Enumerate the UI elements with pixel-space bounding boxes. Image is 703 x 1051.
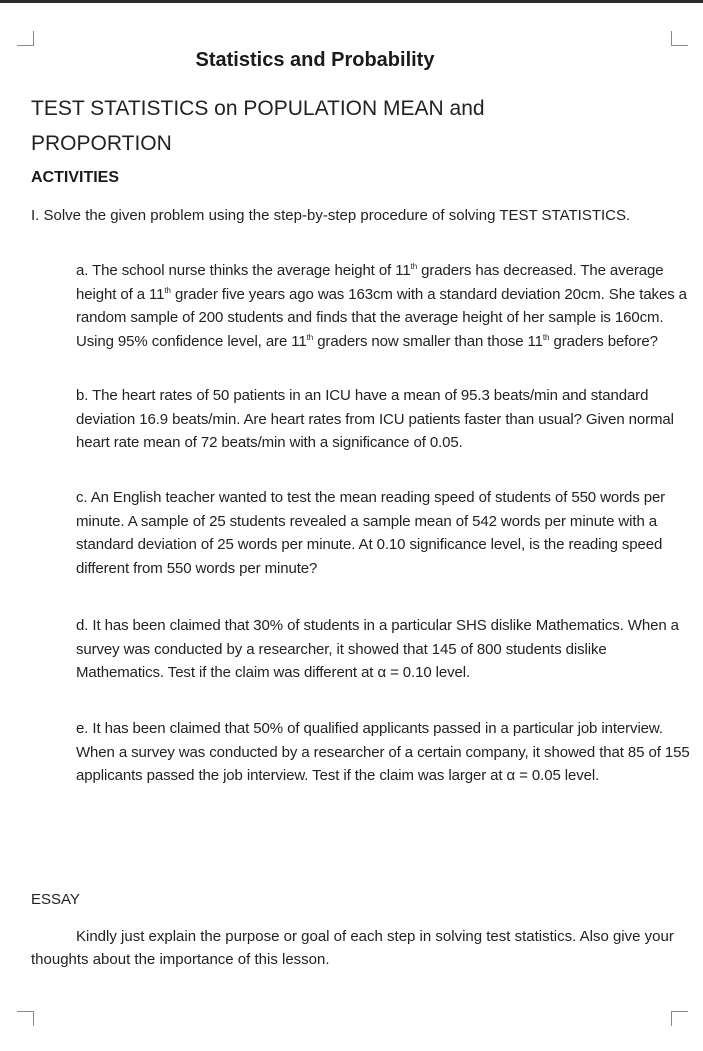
top-border-line xyxy=(0,0,703,3)
crop-mark-bottom-right-icon xyxy=(671,1011,688,1026)
problem-b: b. The heart rates of 50 patients in an ICU have a mean of 95.3 beats/min and standard deviation 16.9 beats/min. Are heart rates from ICU patients faster than usual? Given normal heart rate mean of 72 beats/min with a significance of 0.05. xyxy=(76,387,674,451)
problem-a-text: graders has decreased. The average height of a 11 xyxy=(76,262,664,303)
crop-mark-top-right-icon xyxy=(671,31,688,46)
essay-instructions: Kindly just explain the purpose or goal of each step in solving test statistics. Also give your thoughts about the importance of this lesson. xyxy=(31,928,674,968)
problem-e: e. It has been claimed that 50% of qualified applicants passed in a particular job interview. When a survey was conducted by a researcher of a certain company, it showed that 85 of 155 applicants passed the job interview. Test if the claim was larger at α = 0.05 level. xyxy=(76,720,690,784)
instruction-text: I. Solve the given problem using the step-by-step procedure of solving TEST STATISTICS. xyxy=(31,207,631,224)
problem-a xyxy=(76,259,690,353)
ordinal-suffix: th xyxy=(164,285,171,295)
activities-heading: ACTIVITIES xyxy=(31,169,120,186)
ordinal-suffix: th xyxy=(542,332,550,342)
ordinal-suffix: th xyxy=(410,262,418,271)
crop-mark-bottom-left-icon xyxy=(17,1011,34,1026)
problem-a-text: graders before? xyxy=(549,332,658,350)
problem-a-text: graders now smaller than those 11 xyxy=(313,332,543,350)
main-title-line-2: PROPORTION xyxy=(31,132,172,155)
crop-mark-top-left-icon xyxy=(17,31,34,46)
problem-a-text: grader five years ago was 163cm with a standard deviation 20cm. She takes a random sample of 200 students and finds that the average height of her sample is 160cm. Using 95% confidence level, are 11 xyxy=(76,285,687,350)
subject-title: Statistics and Probability xyxy=(195,49,435,71)
main-title-line-1: TEST STATISTICS on POPULATION MEAN and xyxy=(31,97,485,120)
main-title xyxy=(31,91,591,161)
problem-d: d. It has been claimed that 30% of students in a particular SHS dislike Mathematics. When a survey was conducted by a researcher, it showed that 145 of 800 students dislike Mathematics. Test if the claim was different at α = 0.10 level. xyxy=(76,617,679,681)
problem-a-text: a. The school nurse thinks the average height of 11 xyxy=(76,262,411,279)
problem-c: c. An English teacher wanted to test the mean reading speed of students of 550 words per minute. A sample of 25 students revealed a sample mean of 542 words per minute with a standard deviation of 25 words per minute. At 0.10 significance level, is the reading speed different from 550 words per minute? xyxy=(76,489,666,577)
essay-heading: ESSAY xyxy=(31,891,80,908)
ordinal-suffix: th xyxy=(306,332,314,342)
